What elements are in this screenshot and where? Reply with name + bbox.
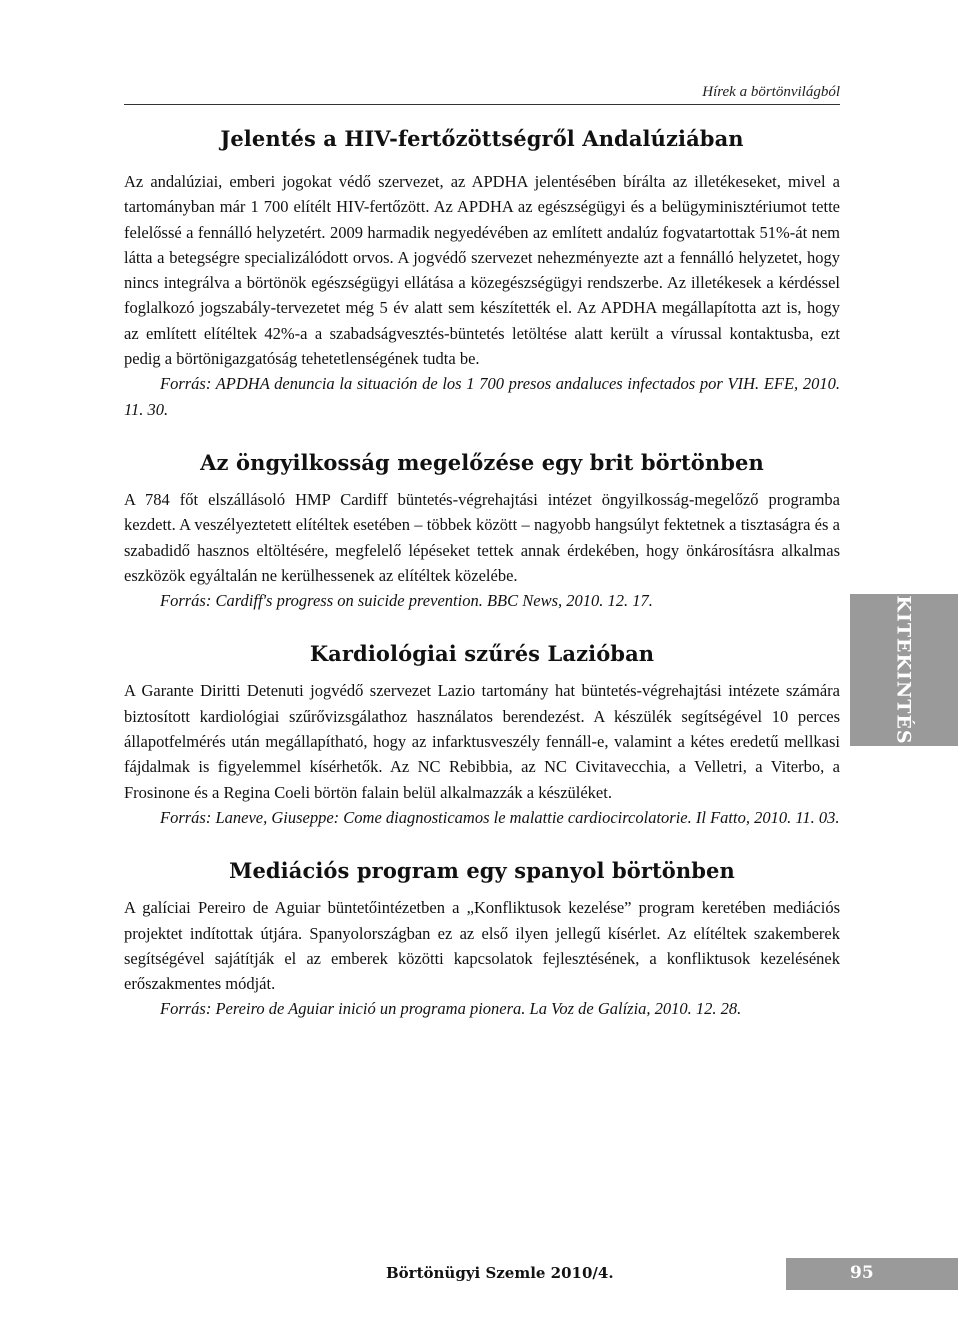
article-hiv-andalusia [124,126,840,422]
section-side-tab-label: KITEKINTÉS [893,595,916,745]
page-number: 95 [850,1263,874,1283]
article-title: Jelentés a HIV-fertőzöttségről Andalúziában [220,126,744,151]
article-cardiology-lazio [124,641,840,830]
section-side-tab [850,594,958,746]
page-content [124,126,840,1050]
footer-journal-title: Börtönügyi Szemle 2010/4. [386,1264,614,1282]
article-mediation-spain [124,858,840,1021]
article-body: A 784 főt elszállásoló HMP Cardiff büntetés-végrehajtási intézet öngyilkosság-megelőző programba kezdett. A veszélyeztetett elítéltek esetében – többek között – nagyobb hangsúlyt fektetnek a tisztaságra és a szabadidő hasznos eltöltésére, megfelelő lépéseket tettek annak érdekében, hogy önkárosításra alkalmas eszközök egyáltalán ne kerülhessenek az elítéltek közelébe. [124,489,840,585]
article-source: Forrás: APDHA denuncia la situación de los 1 700 presos andaluces infectados por VIH. EFE, 2010. 11. 30. [124,374,840,419]
article-source: Forrás: Laneve, Giuseppe: Come diagnosticamos le malattie cardiocircolatorie. Il Fatto, 2010. 11. 03. [160,807,840,827]
article-title: Az öngyilkosság megelőzése egy brit börtönben [200,449,764,475]
article-source: Forrás: Cardiff's progress on suicide prevention. BBC News, 2010. 12. 17. [160,591,653,611]
running-header: Hírek a börtönvilágból [702,84,840,100]
article-source: Forrás: Pereiro de Aguiar inició un programa pionera. La Voz de Galízia, 2010. 12. 28. [160,999,742,1019]
header-rule [124,104,840,105]
article-body: A galíciai Pereiro de Aguiar büntetőintézetben a „Konfliktusok kezelése” program keretében mediációs projektet indítottak útjára. Spanyolországban ez az első ilyen jellegű kísérlet. Az elítéltek szakemberek segítségével sajátítják el az emberek közötti kapcsolatok fejlesztésének, a konfliktusok kezelésének erőszakmentes módját. [124,898,840,994]
article-body: Az andalúziai, emberi jogokat védő szervezet, az APDHA jelentésében bírálta az illetékeseket, mivel a tartományban már 1 700 elítélt HIV-fertőzött. Az APDHA az egészségügyi és a belügyminisztériumot tette felelőssé a fennálló helyzetért. 2009 harmadik negyedévében az említett andalúz fogvatartottak 51%-át nem látta a betegségre specializálódott orvos. A jogvédő szervezet nehezményezte azt a fennálló helyzetet, hogy nincs integrálva a börtönök egészségügyi ellátása a közegészségügyi rendszerbe. Az illetékesek a kérdéssel foglalkozó jogszabály-tervezetet még 5 év alatt sem készítették el. Az APDHA megállapította azt is, hogy az említett elítéltek 42%-a a szabadságvesztés-büntetés letöltése alatt került a vírussal kontaktusba, ezt pedig a börtönigazgatóság tehetetlenségének tudta be. [124,172,840,369]
article-body: A Garante Diritti Detenuti jogvédő szervezet Lazio tartomány hat büntetés-végrehajtási intézete számára biztosított kardiológiai szűrővizsgálathoz használatos berendezést. A készülék segítségével 10 perces állapotfelmérés után megállapítható, hogy az infarktusveszély fennáll-e, valamint a kétes eredetű mellkasi fájdalmak is figyelemmel kísérhetők. Az NC Rebibbia, az NC Civitavecchia, a Velletri, a Viterbo, a Frosinone és a Regina Coeli börtön falain belül alkalmazzák a készüléket. [124,681,840,802]
article-title: Kardiológiai szűrés Lazióban [309,641,655,667]
article-title: Mediációs program egy spanyol börtönben [229,858,735,884]
article-suicide-prevention [124,450,840,613]
